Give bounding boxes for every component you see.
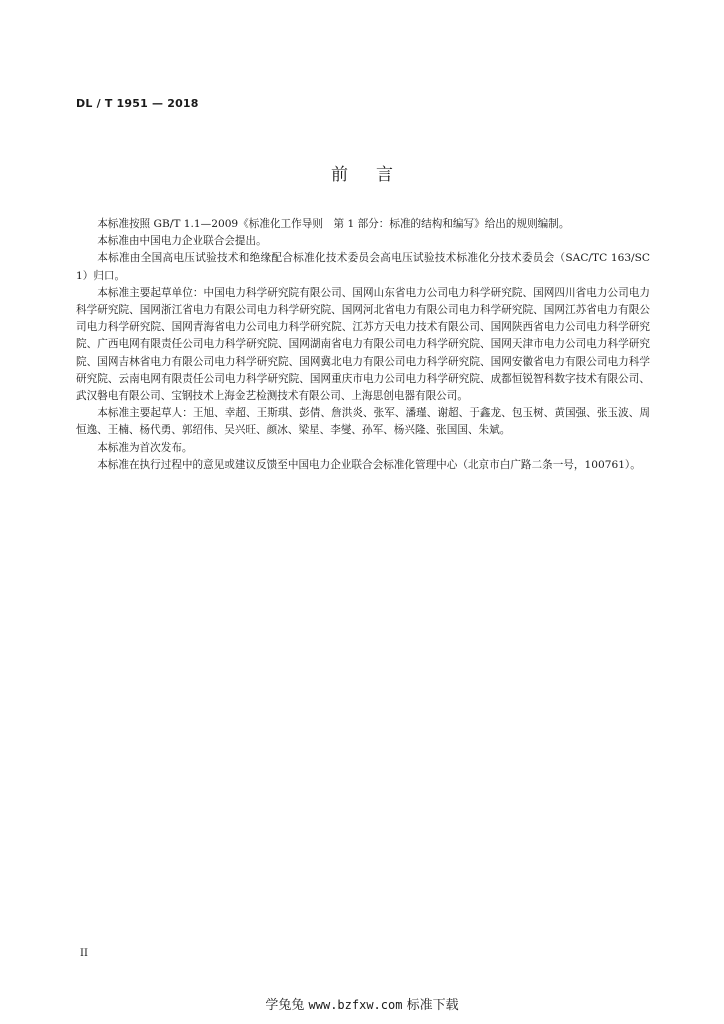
- paragraph-drafting-rules: 本标准按照 GB/T 1.1—2009《标准化工作导则 第 1 部分：标准的结构和编写》给出的规则编制。: [97, 218, 570, 230]
- footer-site-name: 学兔兔: [265, 998, 305, 1013]
- paragraph-feedback: 本标准在执行过程中的意见或建议反馈至中国电力企业联合会标准化管理中心（北京市白广路二条一号，100761）。: [97, 458, 641, 471]
- paragraph-technical-committee: 本标准由全国高电压试验技术和绝缘配合标准化技术委员会高电压试验技术标准化分技术委员会（SAC/TC 163/SC 1）归口。: [76, 252, 650, 282]
- paragraph-proposer: 本标准由中国电力企业联合会提出。: [97, 235, 267, 248]
- standard-code: DL / T 1951 — 2018: [76, 97, 199, 110]
- paragraph-drafters: 本标准主要起草人：王旭、幸超、王斯琪、彭倩、詹洪炎、张军、潘瑾、谢超、于鑫龙、包玉树、黄国强、张玉波、周恒逸、王楠、杨代勇、郭绍伟、吴兴旺、颜冰、梁星、李燮、孙军、杨兴隆、张国国、朱斌。: [76, 407, 650, 437]
- watermark-footer: [0, 994, 724, 1013]
- foreword-body: [76, 216, 650, 474]
- page-title: 前言: [331, 165, 421, 185]
- page-number: II: [80, 948, 88, 959]
- paragraph-drafting-units: 本标准主要起草单位：中国电力科学研究院有限公司、国网山东省电力公司电力科学研究院、国网四川省电力公司电力科学研究院、国网浙江省电力有限公司电力科学研究院、国网河北省电力有限公司电力科学研究院、国网江苏省电力有限公司电力科学研究院、国网青海省电力公司电力科学研究院、江苏方天电力技术有限公司、国网陕西省电力公司电力科学研究院、广西电网有限责任公司电力科学研究院、国网湖南省电力有限公司电力科学研究院、国网天津市电力公司电力科学研究院、国网吉林省电力有限公司电力科学研究院、国网冀北电力有限公司电力科学研究院、国网安徽省电力有限公司电力科学研究院、云南电网有限责任公司电力科学研究院、国网重庆市电力公司电力科学研究院、成都恒锐智科数字技术有限公司、武汉磐电有限公司、宝钢技术上海金艺检测技术有限公司、上海思创电器有限公司。: [76, 286, 650, 403]
- footer-url[interactable]: www.bzfxw.com: [308, 998, 403, 1012]
- footer-tagline: 标准下载: [406, 998, 459, 1013]
- paragraph-first-release: 本标准为首次发布。: [97, 441, 193, 454]
